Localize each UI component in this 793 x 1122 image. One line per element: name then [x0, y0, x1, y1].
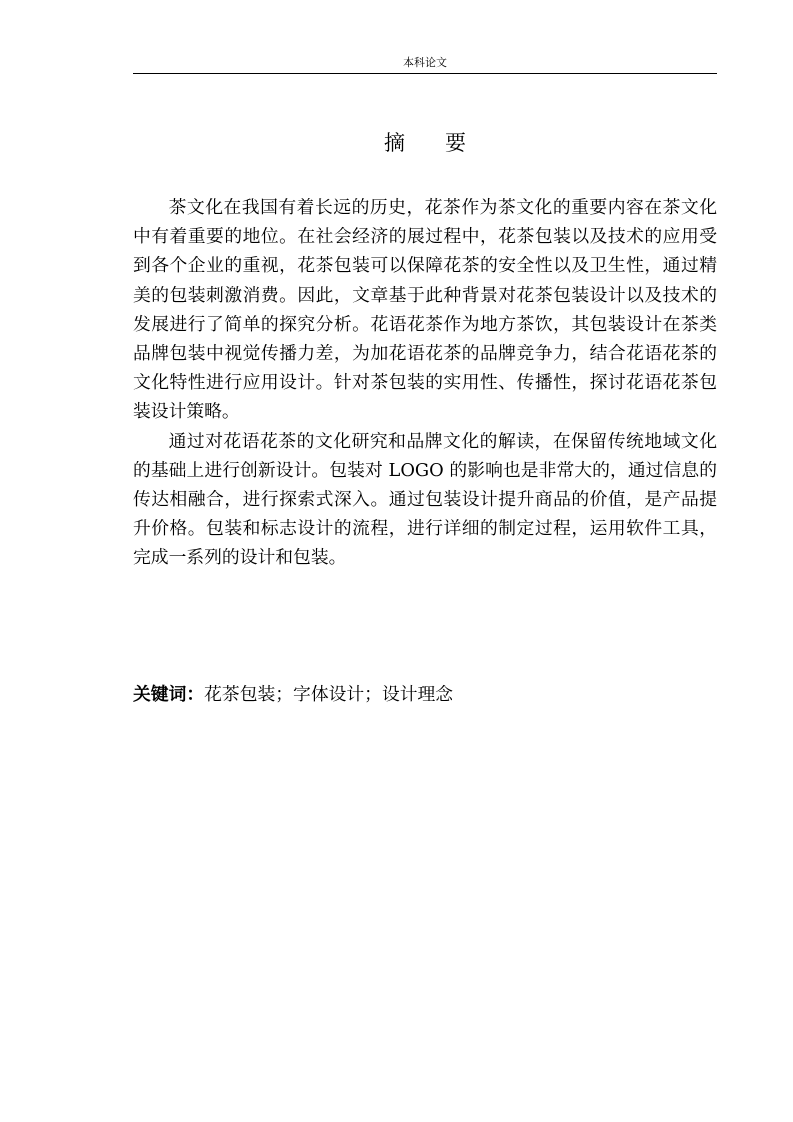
keywords-value: 花茶包装；字体设计；设计理念	[204, 684, 454, 705]
abstract-body	[133, 193, 717, 573]
keywords-label: 关键词：	[133, 684, 205, 705]
header-divider	[133, 73, 717, 74]
abstract-title-char-1: 摘	[384, 131, 405, 155]
abstract-paragraph-2: 通过对花语花茶的文化研究和品牌文化的解读，在保留传统地域文化的基础上进行创新设计。包装对 LOGO 的影响也是非常大的，通过信息的传达相融合，进行探索式深入。通过包装设计提升商品的价值，是产品提升价格。包装和标志设计的流程，进行详细的制定过程，运用软件工具，完成一系列的设计和包装。	[133, 430, 717, 569]
running-header: 本科论文	[403, 56, 447, 69]
abstract-title	[133, 130, 717, 156]
keywords-line	[133, 680, 717, 709]
abstract-paragraph-1: 茶文化在我国有着长远的历史，花茶作为茶文化的重要内容在茶文化中有着重要的地位。在社会经济的展过程中，花茶包装以及技术的应用受到各个企业的重视，花茶包装可以保障花茶的安全性以及卫生性，通过精美的包装刺激消费。因此，文章基于此种背景对花茶包装设计以及技术的发展进行了简单的探究分析。花语花茶作为地方茶饮，其包装设计在茶类品牌包装中视觉传播力差，为加花语花茶的品牌竞争力，结合花语花茶的文化特性进行应用设计。针对茶包装的实用性、传播性，探讨花语花茶包装设计策略。	[133, 197, 717, 423]
abstract-title-char-2: 要	[445, 131, 466, 155]
